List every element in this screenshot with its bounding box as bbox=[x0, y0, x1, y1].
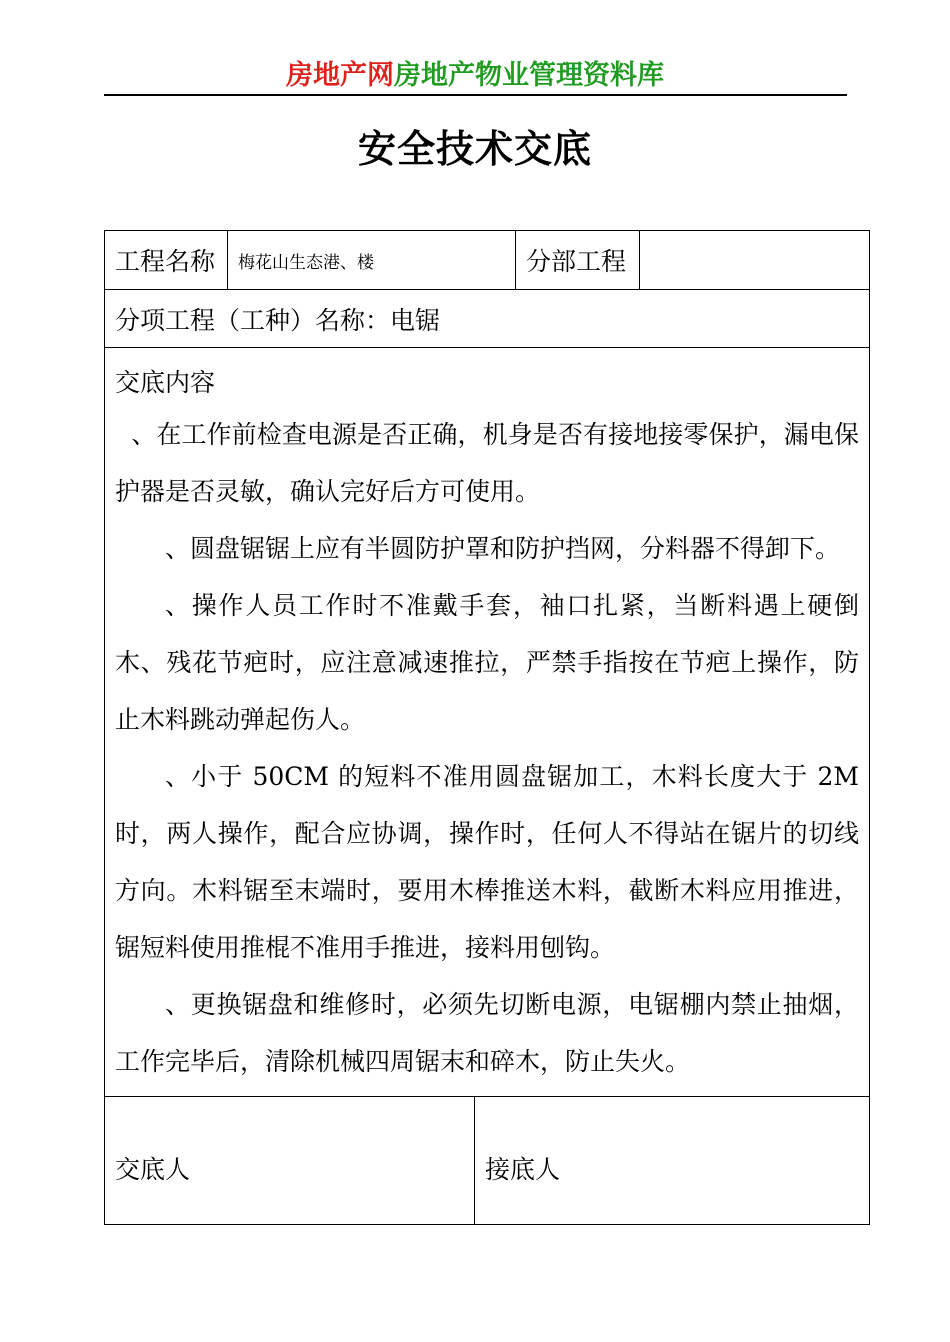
briefing-item-5: 、更换锯盘和维修时，必须先切断电源，电锯棚内禁止抽烟，工作完毕后，清除机械四周锯末和碎木，防止失火。 bbox=[115, 990, 859, 1076]
project-name-label: 工程名称 bbox=[105, 231, 228, 290]
header-divider bbox=[104, 94, 847, 96]
safety-briefing-form bbox=[104, 230, 870, 1225]
subitem-row bbox=[105, 290, 870, 348]
project-row bbox=[105, 231, 870, 290]
signature-row bbox=[105, 1097, 870, 1225]
subitem-name: 分项工程（工种）名称：电锯 bbox=[105, 290, 870, 348]
briefing-item-3: 、操作人员工作时不准戴手套，袖口扎紧，当断料遇上硬倒木、残花节疤时，应注意减速推拉，严禁手指按在节疤上操作，防止木料跳动弹起伤人。 bbox=[115, 591, 859, 734]
site-name: 房地产网 bbox=[286, 60, 394, 91]
document-title: 安全技术交底 bbox=[357, 126, 592, 171]
project-name-value: 梅花山生态港、楼 bbox=[228, 231, 516, 290]
briefing-item-2: 、圆盘锯锯上应有半圆防护罩和防护挡网，分料器不得卸下。 bbox=[165, 534, 841, 563]
division-value bbox=[640, 231, 870, 290]
division-label: 分部工程 bbox=[516, 231, 640, 290]
briefer-label: 交底人 bbox=[105, 1097, 475, 1225]
library-name: 房地产物业管理资料库 bbox=[394, 60, 664, 91]
briefing-item-4: 、小于 50CM 的短料不准用圆盘锯加工，木料长度大于 2M 时，两人操作，配合应协调，操作时，任何人不得站在锯片的切线方向。木料锯至末端时，要用木棒推送木料，截断木料应用推进，锯短料使用推棍不准用手推进，接料用刨钩。 bbox=[115, 762, 859, 962]
briefing-item-1: 、在工作前检查电源是否正确，机身是否有接地接零保护，漏电保护器是否灵敏，确认完好后方可使用。 bbox=[115, 420, 859, 506]
page-header bbox=[0, 58, 950, 94]
content-label: 交底内容 bbox=[115, 368, 216, 397]
receiver-label: 接底人 bbox=[475, 1097, 870, 1225]
content-cell bbox=[105, 348, 870, 1097]
content-row bbox=[105, 348, 870, 1097]
